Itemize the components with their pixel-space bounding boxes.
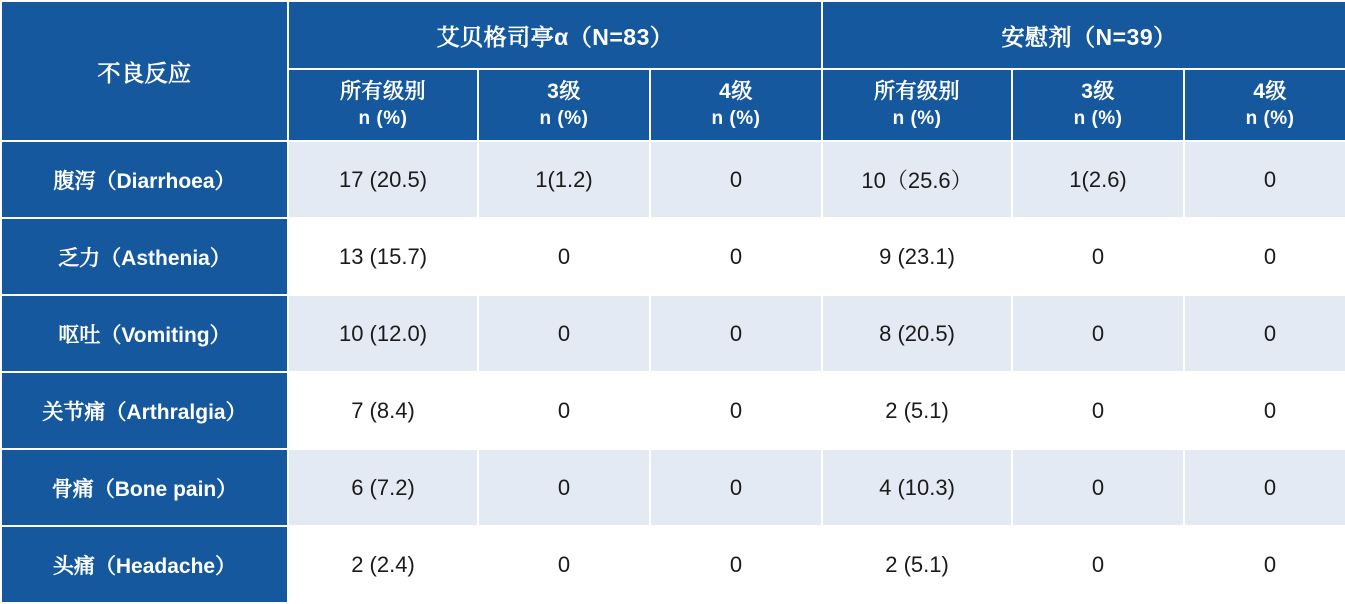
header-drug-all-grades-title: 所有级别 — [340, 80, 426, 103]
cell-placebo-all-grades: 10（25.6） — [822, 141, 1012, 218]
header-placebo-all-grades-unit: n (%) — [892, 108, 942, 130]
cell-drug-all-grades: 2 (2.4) — [288, 526, 478, 603]
table-header — [1, 1, 1345, 141]
cell-drug-grade4: 0 — [650, 526, 822, 603]
header-placebo-grade3 — [1012, 69, 1184, 141]
table-row — [1, 372, 1345, 449]
table-row — [1, 295, 1345, 372]
cell-drug-all-grades: 17 (20.5) — [288, 141, 478, 218]
cell-drug-grade3: 1(1.2) — [478, 141, 650, 218]
row-label: 头痛（Headache） — [1, 526, 288, 603]
header-group-placebo: 安慰剂（N=39） — [822, 1, 1345, 69]
header-adverse-reaction: 不良反应 — [1, 1, 288, 141]
header-drug-all-grades — [288, 69, 478, 141]
cell-drug-grade3: 0 — [478, 295, 650, 372]
cell-placebo-all-grades: 2 (5.1) — [822, 526, 1012, 603]
cell-placebo-all-grades: 8 (20.5) — [822, 295, 1012, 372]
cell-placebo-grade4: 0 — [1184, 218, 1345, 295]
row-label: 呕吐（Vomiting） — [1, 295, 288, 372]
cell-drug-grade4: 0 — [650, 295, 822, 372]
cell-placebo-all-grades: 2 (5.1) — [822, 372, 1012, 449]
header-group-drug: 艾贝格司亭α（N=83） — [288, 1, 822, 69]
header-placebo-all-grades — [822, 69, 1012, 141]
header-placebo-grade4-unit: n (%) — [1245, 108, 1295, 130]
row-label: 骨痛（Bone pain） — [1, 449, 288, 526]
cell-placebo-grade3: 0 — [1012, 449, 1184, 526]
header-drug-grade4 — [650, 69, 822, 141]
cell-placebo-grade3: 0 — [1012, 372, 1184, 449]
cell-drug-grade3: 0 — [478, 449, 650, 526]
header-drug-grade3-unit: n (%) — [539, 108, 589, 130]
cell-placebo-grade4: 0 — [1184, 295, 1345, 372]
cell-placebo-grade3: 0 — [1012, 526, 1184, 603]
header-placebo-grade4-title: 4级 — [1253, 80, 1287, 103]
header-drug-all-grades-unit: n (%) — [358, 108, 408, 130]
cell-placebo-grade4: 0 — [1184, 372, 1345, 449]
header-placebo-all-grades-title: 所有级别 — [874, 80, 961, 103]
cell-drug-grade4: 0 — [650, 372, 822, 449]
cell-placebo-grade3: 1(2.6) — [1012, 141, 1184, 218]
cell-drug-all-grades: 13 (15.7) — [288, 218, 478, 295]
table-row — [1, 449, 1345, 526]
table-body — [1, 141, 1345, 603]
row-label: 乏力（Asthenia） — [1, 218, 288, 295]
row-label: 腹泻（Diarrhoea） — [1, 141, 288, 218]
table-row — [1, 141, 1345, 218]
cell-drug-all-grades: 10 (12.0) — [288, 295, 478, 372]
cell-placebo-grade4: 0 — [1184, 141, 1345, 218]
header-placebo-grade3-unit: n (%) — [1073, 108, 1123, 130]
cell-drug-grade3: 0 — [478, 526, 650, 603]
cell-drug-all-grades: 7 (8.4) — [288, 372, 478, 449]
table-row — [1, 526, 1345, 603]
cell-placebo-grade4: 0 — [1184, 526, 1345, 603]
row-label: 关节痛（Arthralgia） — [1, 372, 288, 449]
cell-placebo-grade3: 0 — [1012, 295, 1184, 372]
header-drug-grade3 — [478, 69, 650, 141]
cell-drug-grade4: 0 — [650, 449, 822, 526]
cell-placebo-grade4: 0 — [1184, 449, 1345, 526]
cell-placebo-all-grades: 4 (10.3) — [822, 449, 1012, 526]
cell-drug-grade4: 0 — [650, 141, 822, 218]
header-drug-grade3-title: 3级 — [547, 80, 581, 103]
header-placebo-grade4 — [1184, 69, 1345, 141]
header-drug-grade4-title: 4级 — [719, 80, 753, 103]
cell-drug-grade4: 0 — [650, 218, 822, 295]
cell-drug-grade3: 0 — [478, 372, 650, 449]
cell-placebo-grade3: 0 — [1012, 218, 1184, 295]
cell-drug-all-grades: 6 (7.2) — [288, 449, 478, 526]
header-placebo-grade3-title: 3级 — [1081, 80, 1115, 103]
header-row-groups — [1, 1, 1345, 69]
cell-drug-grade3: 0 — [478, 218, 650, 295]
table-row — [1, 218, 1345, 295]
header-drug-grade4-unit: n (%) — [711, 108, 761, 130]
cell-placebo-all-grades: 9 (23.1) — [822, 218, 1012, 295]
